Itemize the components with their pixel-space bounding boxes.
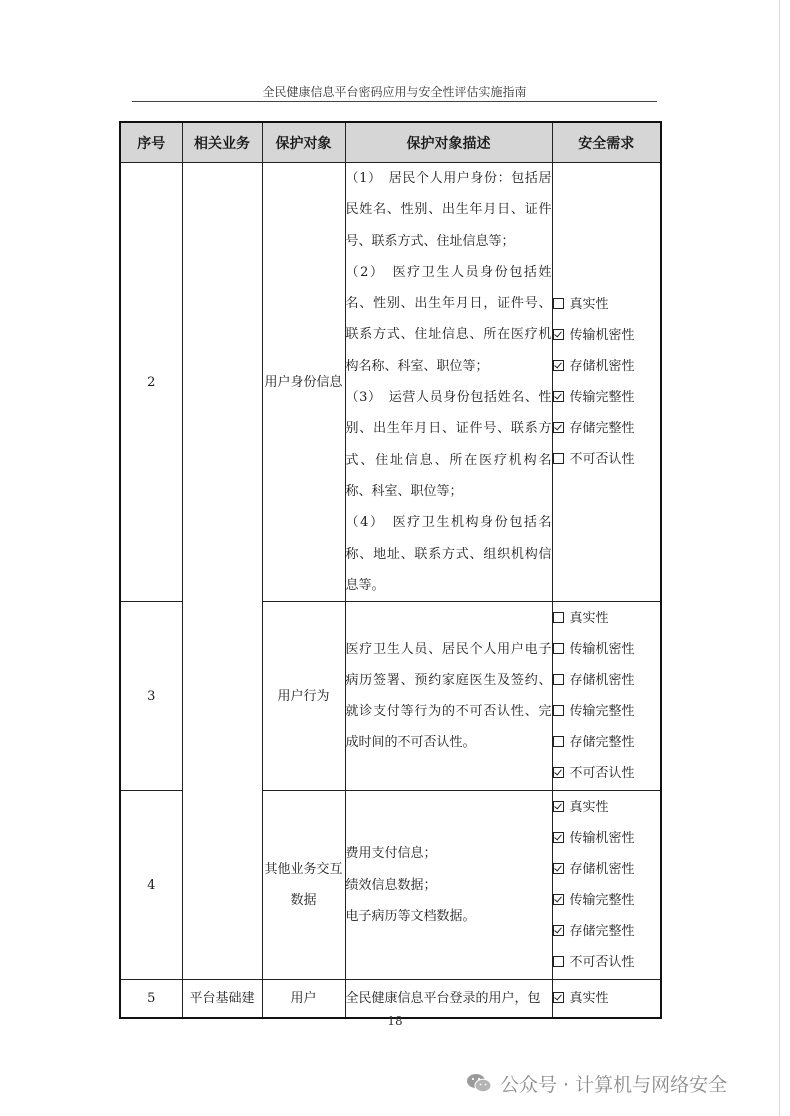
need-item — [553, 444, 661, 475]
need-label: 真实性 — [569, 297, 609, 313]
need-item — [553, 854, 661, 885]
row-number: 3 — [120, 602, 182, 791]
description-paragraph: （3） 运营人员身份包括姓名、性别、出生年月日、证件号、联系方式、住址信息、所在医疗机构名称、科室、职位等； — [345, 390, 552, 499]
checkbox-icon — [553, 453, 564, 464]
need-label: 存储机密性 — [569, 359, 635, 375]
need-item — [553, 792, 661, 823]
business-cell — [182, 163, 262, 980]
checkbox-icon — [553, 925, 564, 936]
description-paragraph: 绩效信息数据； — [345, 877, 437, 893]
need-item — [553, 413, 661, 444]
col-header-description: 保护对象描述 — [345, 122, 552, 163]
checkbox-icon — [553, 705, 564, 716]
need-item — [553, 351, 661, 382]
need-item — [553, 634, 661, 665]
row-number: 2 — [120, 163, 182, 602]
need-item — [553, 885, 661, 916]
wechat-icon — [466, 1073, 492, 1093]
checkbox-icon — [553, 894, 564, 905]
need-item — [553, 983, 661, 1014]
object-description — [345, 602, 552, 791]
need-label: 真实性 — [569, 800, 609, 816]
checkbox-icon — [553, 360, 564, 371]
description-paragraph: （2） 医疗卫生人员身份包括姓名、性别、出生年月日，证件号、联系方式、住址信息、所在医疗机构名称、科室、职位等； — [345, 264, 552, 374]
need-label: 传输完整性 — [569, 390, 635, 406]
security-needs — [552, 163, 661, 602]
checkbox-icon — [553, 674, 564, 685]
security-needs — [552, 980, 661, 1019]
checkbox-icon — [553, 992, 564, 1003]
object-description — [345, 163, 552, 602]
checkbox-icon — [553, 863, 564, 874]
need-label: 存储机密性 — [569, 673, 635, 689]
need-label: 传输机密性 — [569, 831, 635, 847]
description-paragraph: 医疗卫生人员、居民个人用户电子病历签署、预约家庭医生及签约、就诊支付等行为的不可否认性、完成时间的不可否认性。 — [345, 641, 552, 751]
col-header-object: 保护对象 — [262, 122, 345, 163]
description-paragraph: 全民健康信息平台登录的用户，包 — [345, 991, 541, 1006]
page-number: 18 — [387, 1014, 403, 1028]
col-header-security-needs: 安全需求 — [552, 122, 661, 163]
description-paragraph: 费用支付信息； — [345, 846, 437, 862]
header-rule — [132, 101, 657, 102]
need-item — [553, 696, 661, 727]
need-item — [553, 289, 661, 320]
checkbox-icon — [553, 612, 564, 623]
need-item — [553, 947, 661, 978]
checkbox-icon — [553, 422, 564, 433]
watermark — [466, 1068, 727, 1098]
need-item — [553, 758, 661, 789]
security-needs — [552, 602, 661, 791]
security-needs — [552, 791, 661, 980]
protected-object: 用户 — [262, 980, 345, 1019]
table-header-row — [120, 122, 661, 163]
need-label: 不可否认性 — [569, 766, 635, 782]
need-item — [553, 603, 661, 634]
protected-object: 用户身份信息 — [262, 163, 345, 602]
description-paragraph: （1） 居民个人用户身份：包括居民姓名、性别、出生年月日、证件号、联系方式、住址信息等； — [345, 171, 552, 249]
need-label: 传输完整性 — [569, 893, 635, 909]
need-item — [553, 727, 661, 758]
col-header-business: 相关业务 — [182, 122, 262, 163]
checkbox-icon — [553, 736, 564, 747]
need-label: 不可否认性 — [569, 452, 635, 468]
protection-table — [119, 121, 662, 1019]
need-item — [553, 916, 661, 947]
col-header-num: 序号 — [120, 122, 182, 163]
object-description — [345, 791, 552, 980]
need-label: 真实性 — [569, 991, 609, 1007]
checkbox-icon — [553, 391, 564, 402]
row-number: 4 — [120, 791, 182, 980]
need-label: 存储完整性 — [569, 735, 635, 751]
checkbox-icon — [553, 329, 564, 340]
checkbox-icon — [553, 956, 564, 967]
protected-object: 用户行为 — [262, 602, 345, 791]
watermark-text: 公众号 · 计算机与网络安全 — [500, 1073, 728, 1096]
checkbox-icon — [553, 767, 564, 778]
business-cell: 平台基础建 — [182, 980, 262, 1019]
description-paragraph: 电子病历等文档数据。 — [345, 908, 476, 924]
need-label: 存储机密性 — [569, 862, 635, 878]
need-label: 真实性 — [569, 611, 609, 627]
page-edge-line — [779, 0, 780, 1116]
need-label: 不可否认性 — [569, 955, 635, 971]
row-number: 5 — [120, 980, 182, 1019]
need-label: 传输机密性 — [569, 642, 635, 658]
description-paragraph: （4） 医疗卫生机构身份包括名称、地址、联系方式、组织机构信息等。 — [345, 515, 552, 593]
need-label: 存储完整性 — [569, 924, 635, 940]
need-label: 存储完整性 — [569, 421, 635, 437]
need-label: 传输机密性 — [569, 328, 635, 344]
object-description — [345, 980, 552, 1019]
checkbox-icon — [553, 801, 564, 812]
need-item — [553, 823, 661, 854]
protected-object: 其他业务交互数据 — [262, 791, 345, 980]
need-label: 传输完整性 — [569, 704, 635, 720]
need-item — [553, 665, 661, 696]
checkbox-icon — [553, 298, 564, 309]
table-row — [120, 163, 661, 602]
running-header: 全民健康信息平台密码应用与安全性评估实施指南 — [262, 85, 527, 99]
checkbox-icon — [553, 832, 564, 843]
checkbox-icon — [553, 643, 564, 654]
need-item — [553, 320, 661, 351]
need-item — [553, 382, 661, 413]
table-row — [120, 980, 661, 1019]
